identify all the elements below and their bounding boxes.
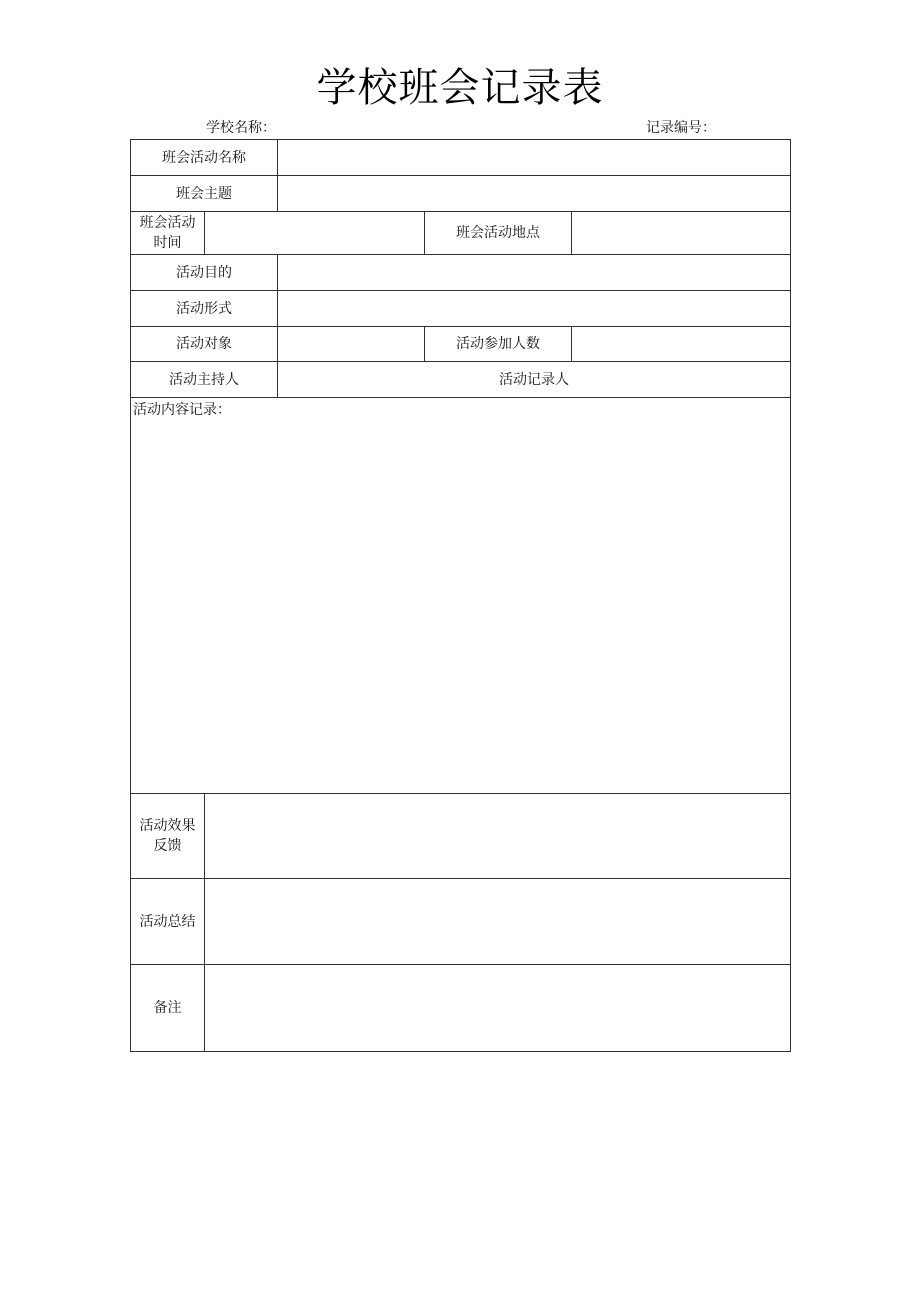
school-name-label: 学校名称： [206, 120, 276, 136]
feedback-label [131, 794, 205, 879]
participants-label: 活动参加人数 [425, 327, 572, 362]
activity-name-field[interactable] [278, 140, 791, 176]
activity-location-label: 班会活动地点 [425, 212, 572, 255]
theme-field[interactable] [278, 176, 791, 212]
format-field[interactable] [278, 291, 791, 327]
class-meeting-record-form [130, 139, 791, 1052]
activity-time-label-line2: 时间 [153, 235, 182, 251]
page-title: 学校班会记录表 [316, 65, 604, 111]
purpose-label: 活动目的 [131, 255, 278, 291]
feedback-label-line2: 反馈 [153, 838, 182, 854]
target-label: 活动对象 [131, 327, 278, 362]
feedback-label-line1: 活动效果 [139, 818, 196, 834]
activity-name-label: 班会活动名称 [131, 140, 278, 176]
recorder-label: 活动记录人 [278, 362, 791, 398]
remarks-label: 备注 [131, 965, 205, 1052]
content-record-label: 活动内容记录： [133, 402, 231, 418]
summary-label: 活动总结 [131, 879, 205, 965]
content-record-area[interactable] [131, 398, 791, 794]
summary-field[interactable] [205, 879, 791, 965]
record-number-label: 记录编号： [646, 120, 716, 136]
activity-location-field[interactable] [572, 212, 791, 255]
feedback-field[interactable] [205, 794, 791, 879]
activity-time-label [131, 212, 205, 255]
purpose-field[interactable] [278, 255, 791, 291]
remarks-field[interactable] [205, 965, 791, 1052]
format-label: 活动形式 [131, 291, 278, 327]
activity-time-label-line1: 班会活动 [139, 215, 196, 231]
target-field[interactable] [278, 327, 425, 362]
participants-field[interactable] [572, 327, 791, 362]
theme-label: 班会主题 [131, 176, 278, 212]
activity-time-field[interactable] [205, 212, 425, 255]
host-label: 活动主持人 [131, 362, 278, 398]
